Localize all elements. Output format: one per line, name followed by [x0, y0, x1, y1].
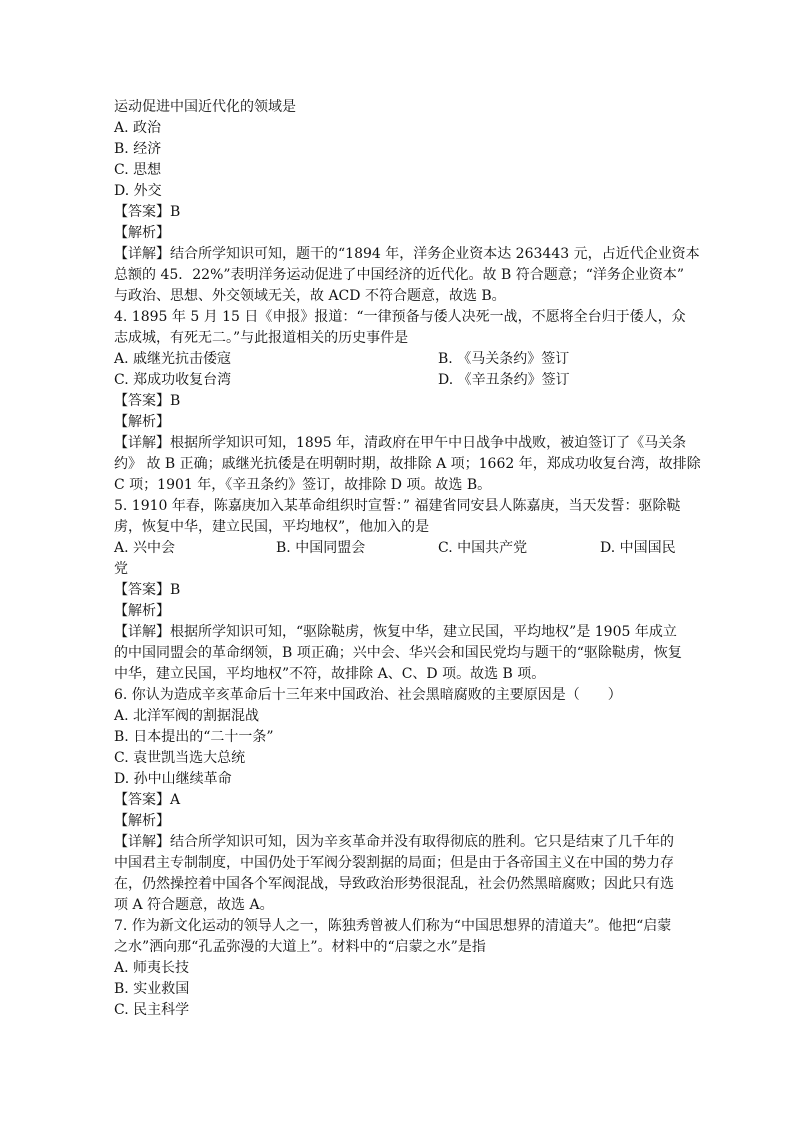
q7-option-c: C. 民主科学	[114, 1002, 190, 1018]
q7-option-a: A. 师夷长技	[114, 960, 190, 976]
q6-option-c: C. 袁世凯当选大总统	[114, 750, 246, 766]
detail-label: 【详解】	[114, 624, 170, 640]
q4-detail-line-3: C 项；1901 年，《辛丑条约》签订，故排除 D 项。故选 B。	[114, 477, 492, 493]
q3-detail-line-3: 与政治、思想、外交领域无关，故 ACD 不符合题意，故选 B。	[114, 288, 506, 304]
q3-option-c: C. 思想	[114, 162, 162, 178]
q7-stem-line-2: 之水”洒向那“孔孟弥漫的大道上”。材料中的“启蒙之水”是指	[114, 939, 486, 955]
answer-label: 【答案】	[114, 582, 170, 598]
detail-label: 【详解】	[114, 246, 170, 262]
answer-value: B	[170, 393, 181, 409]
detail-label: 【详解】	[114, 834, 170, 850]
q6-analysis-label: 【解析】	[114, 813, 170, 829]
q5-detail-line-2: 的中国同盟会的革命纲领，B 项正确；兴中会、华兴会和国民党均与题干的“驱除鞑虏，恢复	[114, 645, 682, 661]
q4-option-a: A. 戚继光抗击倭寇	[114, 351, 232, 367]
q4-option-b: B. 《马关条约》签订	[438, 351, 570, 367]
q5-detail-line-1	[114, 622, 677, 642]
q6-option-d: D. 孙中山继续革命	[114, 771, 232, 787]
q3-option-d: D. 外交	[114, 183, 162, 199]
q4-option-d: D. 《辛丑条约》签订	[438, 372, 570, 388]
q3-detail-line-1	[114, 244, 700, 264]
q5-detail-line-3: 中华，建立民国，平均地权”不符，故排除 A、C、D 项。故选 B 项。	[114, 666, 546, 682]
q3-option-b: B. 经济	[114, 141, 162, 157]
q3-analysis-label: 【解析】	[114, 225, 170, 241]
q4-detail-line-2: 约》 故 B 正确；戚继光抗倭是在明朝时期，故排除 A 项；1662 年，郑成功收复台湾，故排除	[114, 456, 701, 472]
q7-stem-line-1: 7. 作为新文化运动的领导人之一，陈独秀曾被人们称为“中国思想界的清道夫”。他把“启蒙	[114, 918, 672, 934]
q5-analysis-label: 【解析】	[114, 603, 170, 619]
q5-answer	[114, 580, 180, 600]
q6-option-a: A. 北洋军阀的割据混战	[114, 708, 260, 724]
q6-detail-line-2: 中国君主专制制度，中国仍处于军阀分裂割据的局面；但是由于各帝国主义在中国的势力存	[114, 855, 674, 871]
q3-stem: 运动促进中国近代化的领域是	[114, 99, 296, 115]
answer-value: B	[170, 204, 181, 220]
q3-answer	[114, 202, 180, 222]
q5-stem-line-1: 5. 1910 年春，陈嘉庚加入某革命组织时宣誓：” 福建省同安县人陈嘉庚，当天发誓：驱除鞑	[114, 498, 681, 514]
q5-option-wrap: 党	[114, 561, 128, 577]
detail-text: 结合所学知识可知，题干的“1894 年，洋务企业资本达 263443 元，占近代企业资本	[170, 246, 700, 262]
q5-option-b: B. 中国同盟会	[276, 540, 366, 556]
answer-label: 【答案】	[114, 393, 170, 409]
detail-text: 结合所学知识可知，因为辛亥革命并没有取得彻底的胜利。它只是结束了几千年的	[170, 834, 674, 850]
answer-value: A	[170, 792, 181, 808]
q4-stem-line-2: 志成城，有死无二。”与此报道相关的历史事件是	[114, 330, 409, 346]
q6-option-b: B. 日本提出的“二十一条”	[114, 729, 274, 745]
q4-analysis-label: 【解析】	[114, 414, 170, 430]
q5-option-c: C. 中国共产党	[438, 540, 528, 556]
q6-answer	[114, 790, 180, 810]
q5-stem-line-2: 虏，恢复中华，建立民国，平均地权”，他加入的是	[114, 519, 430, 535]
q7-option-b: B. 实业救国	[114, 981, 190, 997]
answer-value: B	[170, 582, 181, 598]
q5-option-d: D. 中国国民	[600, 540, 676, 556]
q6-detail-line-1	[114, 832, 674, 852]
detail-text: 根据所学知识可知，1895 年，清政府在甲午中日战争中战败，被迫签订了《马关条	[170, 435, 687, 451]
answer-label: 【答案】	[114, 204, 170, 220]
detail-label: 【详解】	[114, 435, 170, 451]
answer-label: 【答案】	[114, 792, 170, 808]
q3-detail-line-2: 总额的 45．22%”表明洋务运动促进了中国经济的近代化。故 B 符合题意；“洋务企业资本”	[114, 267, 685, 283]
q4-stem-line-1: 4. 1895 年 5 月 15 日《申报》报道：“一律预备与倭人决死一战，不愿将全台归于倭人，众	[114, 309, 686, 325]
q4-answer	[114, 391, 180, 411]
q4-option-c: C. 郑成功收复台湾	[114, 372, 232, 388]
q6-stem: 6. 你认为造成辛亥革命后十三年来中国政治、社会黑暗腐败的主要原因是（ ）	[114, 687, 622, 703]
detail-text: 根据所学知识可知，“驱除鞑虏，恢复中华，建立民国，平均地权”是 1905 年成立	[170, 624, 677, 640]
q5-option-a: A. 兴中会	[114, 540, 176, 556]
q6-detail-line-3: 在，仍然操控着中国各个军阀混战，导致政治形势很混乱，社会仍然黑暗腐败；因此只有选	[114, 876, 674, 892]
q3-option-a: A. 政治	[114, 120, 162, 136]
q6-detail-line-4: 项 A 符合题意，故选 A。	[114, 897, 274, 913]
q4-detail-line-1	[114, 433, 686, 453]
